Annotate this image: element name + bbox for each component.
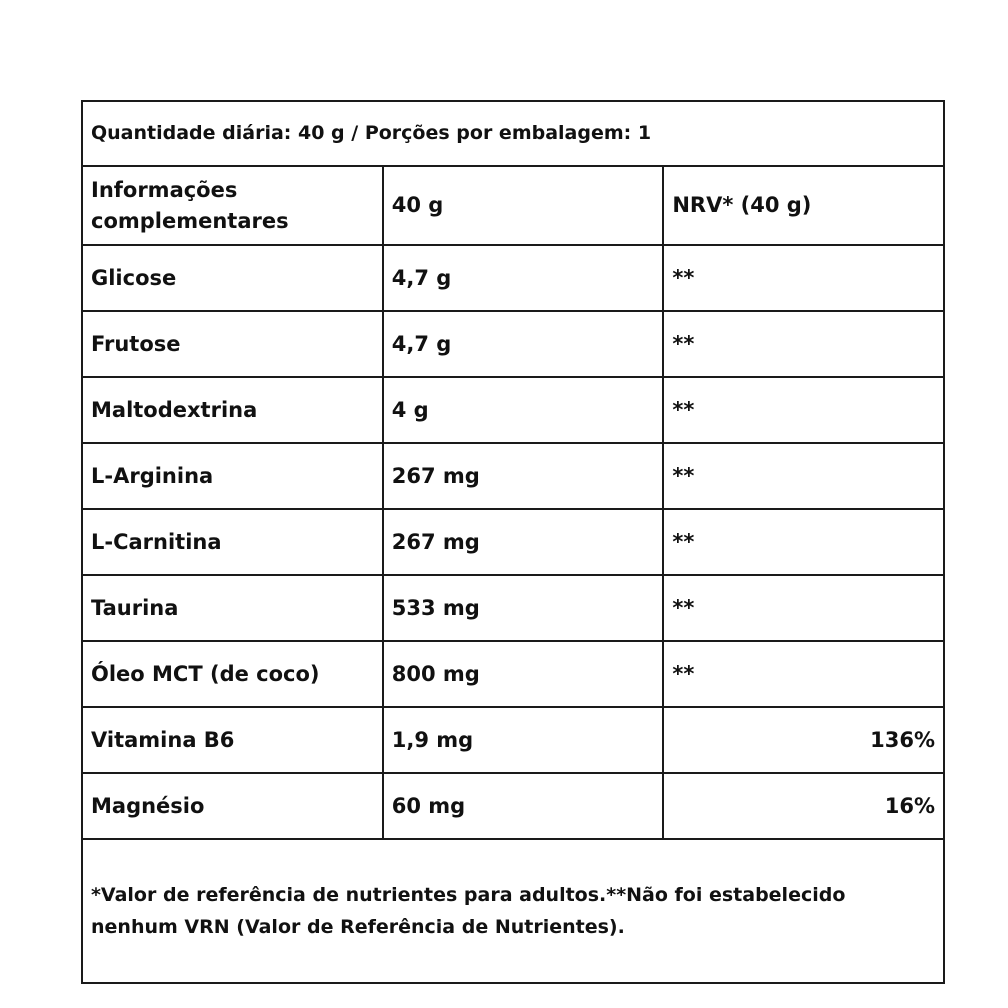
table-row	[82, 377, 944, 443]
nutrient-amount: 800 mg	[383, 641, 664, 707]
column-header-nrv: NRV* (40 g)	[663, 166, 944, 245]
nutrient-nrv: 136%	[663, 707, 944, 773]
nutrient-amount: 4,7 g	[383, 245, 664, 311]
nutrient-name: Frutose	[82, 311, 383, 377]
nutrient-nrv: 16%	[663, 773, 944, 839]
nutrient-name: Óleo MCT (de coco)	[82, 641, 383, 707]
nutrient-name: Vitamina B6	[82, 707, 383, 773]
nutrient-name: Magnésio	[82, 773, 383, 839]
table-row	[82, 311, 944, 377]
table-row	[82, 773, 944, 839]
nutrient-amount: 533 mg	[383, 575, 664, 641]
serving-info-row	[82, 101, 944, 166]
nutrient-nrv: **	[663, 245, 944, 311]
footnote-row	[82, 839, 944, 983]
footnote: *Valor de referência de nutrientes para adultos.**Não foi estabelecido nenhum VRN (Valor de Referência de Nutrientes).	[82, 839, 944, 983]
table-row	[82, 641, 944, 707]
nutrient-amount: 1,9 mg	[383, 707, 664, 773]
table-row	[82, 509, 944, 575]
column-header-row	[82, 166, 944, 245]
nutrient-name: L-Arginina	[82, 443, 383, 509]
table-row	[82, 443, 944, 509]
column-header-amount: 40 g	[383, 166, 664, 245]
nutrition-facts-table	[81, 100, 945, 984]
nutrient-amount: 60 mg	[383, 773, 664, 839]
nutrient-name: Maltodextrina	[82, 377, 383, 443]
nutrient-amount: 4,7 g	[383, 311, 664, 377]
nutrient-nrv: **	[663, 377, 944, 443]
nutrient-nrv: **	[663, 641, 944, 707]
serving-info: Quantidade diária: 40 g / Porções por embalagem: 1	[82, 101, 944, 166]
table-row	[82, 707, 944, 773]
nutrient-nrv: **	[663, 443, 944, 509]
table-row	[82, 575, 944, 641]
column-header-name: Informações complementares	[82, 166, 383, 245]
nutrient-nrv: **	[663, 311, 944, 377]
nutrient-amount: 4 g	[383, 377, 664, 443]
nutrient-name: Taurina	[82, 575, 383, 641]
nutrient-name: L-Carnitina	[82, 509, 383, 575]
nutrient-nrv: **	[663, 509, 944, 575]
nutrient-amount: 267 mg	[383, 509, 664, 575]
table-row	[82, 245, 944, 311]
nutrient-name: Glicose	[82, 245, 383, 311]
nutrient-amount: 267 mg	[383, 443, 664, 509]
nutrient-nrv: **	[663, 575, 944, 641]
